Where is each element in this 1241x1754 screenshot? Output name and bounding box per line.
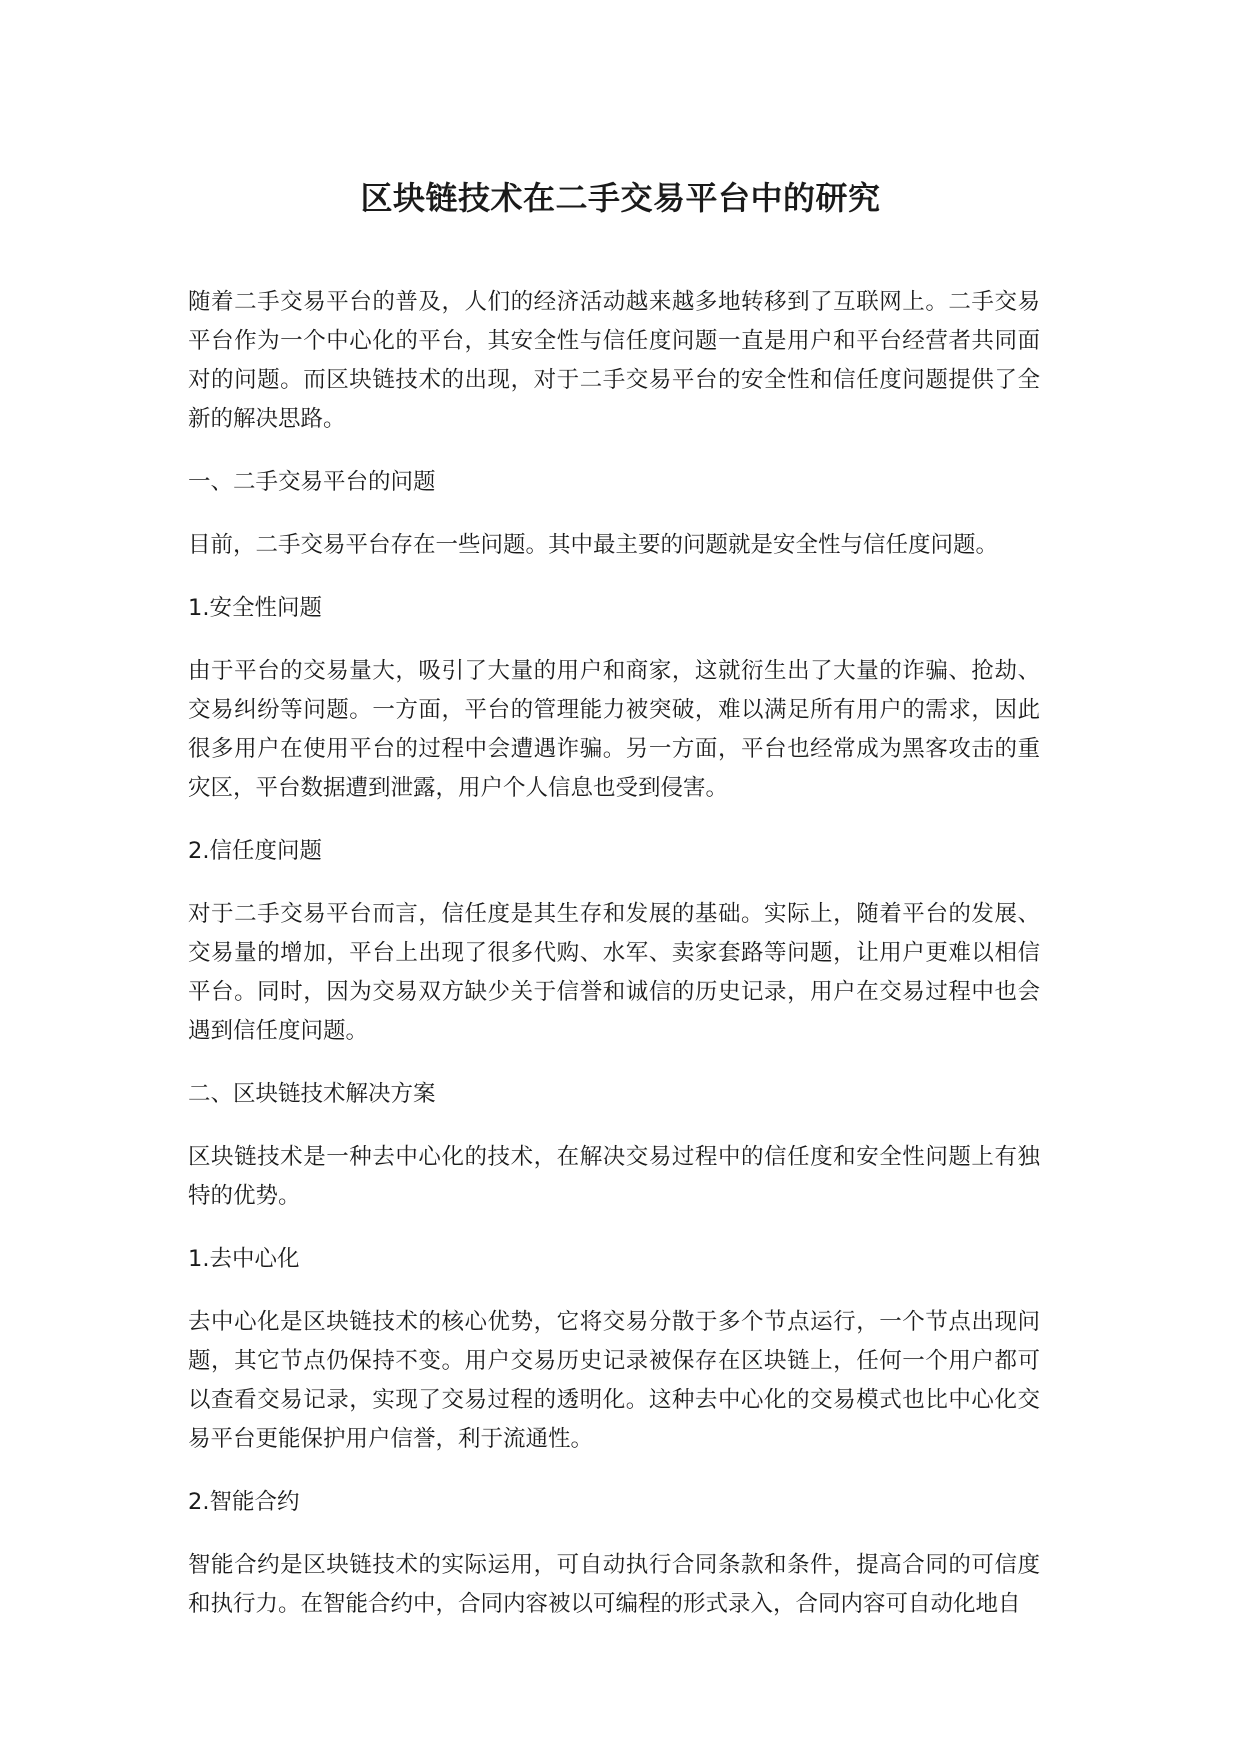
paragraph-security: 由于平台的交易量大，吸引了大量的用户和商家，这就衍生出了大量的诈骗、抢劫、交易纠纷等问题。一方面，平台的管理能力被突破，难以满足所有用户的需求，因此很多用户在使用平台的过程中会遭遇诈骗。另一方面，平台也经常成为黑客攻击的重灾区，平台数据遭到泄露，用户个人信息也受到侵害。 [188, 658, 1040, 801]
paragraph-decentralization: 去中心化是区块链技术的核心优势，它将交易分散于多个节点运行，一个节点出现问题，其它节点仍保持不变。用户交易历史记录被保存在区块链上，任何一个用户都可以查看交易记录，实现了交易过程的透明化。这种去中心化的交易模式也比中心化交易平台更能保护用户信誉，利于流通性。 [188, 1309, 1040, 1452]
subheading-decentralization: 1.去中心化 [188, 1246, 300, 1272]
paragraph-trust: 对于二手交易平台而言，信任度是其生存和发展的基础。实际上，随着平台的发展、交易量的增加，平台上出现了很多代购、水军、卖家套路等问题，让用户更难以相信平台。同时，因为交易双方缺少关于信誉和诚信的历史记录，用户在交易过程中也会遇到信任度问题。 [188, 901, 1040, 1044]
subheading-trust: 2.信任度问题 [188, 838, 322, 864]
paragraph-smart-contract: 智能合约是区块链技术的实际运用，可自动执行合同条款和条件，提高合同的可信度和执行力。在智能合约中，合同内容被以可编程的形式录入，合同内容可自动化地自 [188, 1552, 1040, 1617]
document-title: 区块链技术在二手交易平台中的研究 [360, 179, 881, 217]
section-heading-2: 二、区块链技术解决方案 [188, 1081, 436, 1107]
paragraph-solution-overview: 区块链技术是一种去中心化的技术，在解决交易过程中的信任度和安全性问题上有独特的优势。 [188, 1144, 1040, 1209]
subheading-smart-contract: 2.智能合约 [188, 1489, 300, 1515]
subheading-security: 1.安全性问题 [188, 595, 322, 621]
document-body [188, 283, 1040, 1648]
section-heading-1: 一、二手交易平台的问题 [188, 469, 436, 495]
paragraph-problems-overview: 目前，二手交易平台存在一些问题。其中最主要的问题就是安全性与信任度问题。 [188, 532, 999, 558]
paragraph-intro: 随着二手交易平台的普及，人们的经济活动越来越多地转移到了互联网上。二手交易平台作为一个中心化的平台，其安全性与信任度问题一直是用户和平台经营者共同面对的问题。而区块链技术的出现，对于二手交易平台的安全性和信任度问题提供了全新的解决思路。 [188, 289, 1040, 432]
